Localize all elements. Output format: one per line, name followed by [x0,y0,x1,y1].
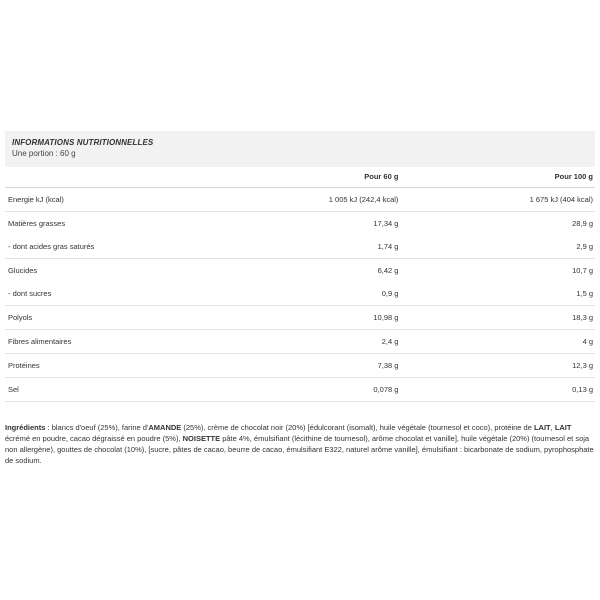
value-per-60g: 1,74 g [216,235,401,259]
nutrient-label: - dont acides gras saturés [5,235,216,259]
table-row [5,305,595,329]
ingredients-part: écrémé en poudre, cacao dégraissé en poudre (5%), [5,434,183,443]
nutrient-label: Fibres alimentaires [5,329,216,353]
table-row [5,187,595,211]
ingredients-part: , [550,423,555,432]
table-row [5,353,595,377]
table-row [5,377,595,401]
nutrition-table [5,167,595,402]
column-header-60g: Pour 60 g [216,167,401,187]
nutrient-label: Glucides [8,265,38,275]
value-per-100g: 28,9 g [572,218,593,228]
table-header-row [5,167,595,187]
value-per-60g: 0,078 g [216,377,401,401]
value-per-100g: 10,7 g [572,265,593,275]
nutrition-header [5,131,595,167]
nutrition-title: INFORMATIONS NUTRITIONNELLES [12,138,154,147]
value-per-100g: 4 g [400,329,595,353]
value-per-100g: 1 675 kJ (404 kcal) [400,187,595,211]
table-row [5,211,595,235]
nutrient-label: Matières grasses [8,218,66,228]
allergen-almond: AMANDE [148,423,182,432]
value-per-100g: 1,5 g [400,282,595,306]
allergen-hazelnut: NOISETTE [182,434,221,443]
value-per-100g: 12,3 g [400,353,595,377]
portion-text: Une portion : 60 g [12,149,76,158]
value-per-60g: 0,9 g [216,282,401,306]
ingredients-text [5,422,595,466]
value-per-100g: 0,13 g [400,377,595,401]
table-row [5,329,595,353]
value-per-100g: 2,9 g [400,235,595,259]
value-per-60g: 6,42 g [377,265,399,275]
nutrient-label: Sel [5,377,216,401]
nutrient-label: - dont sucres [5,282,216,306]
value-per-60g: 7,38 g [216,353,401,377]
nutrient-label: Protéines [5,353,216,377]
allergen-milk: LAIT [554,423,572,432]
value-per-60g: 1 005 kJ (242,4 kcal) [216,187,401,211]
value-per-60g: 10,98 g [216,305,401,329]
value-per-100g: 18,3 g [400,305,595,329]
table-row [5,258,595,282]
nutrient-label: Energie kJ (kcal) [5,187,216,211]
value-per-60g: 17,34 g [373,218,399,228]
nutrient-label: Polyols [5,305,216,329]
value-per-60g: 2,4 g [216,329,401,353]
column-header-nutrient [5,167,216,187]
table-row [5,282,595,306]
table-row [5,235,595,259]
ingredients-part: pâte 4%, émulsifiant (lécithine de tournesol), arôme chocolat et vanille], huile végétale (20%) (tournesol et soja non allergène), gouttes de chocolat (10%), [sucre, pâtes de cacao, beurre de cacao, émulsifiant E322, naturel arôme vanille], émulsifiant : bicarbonate de sodium, pyrophosphate de sodium. [5,434,594,465]
ingredients-part: (25%), crème de chocolat noir (20%) [édulcorant (isomalt), huile végétale (tournesol et coco), protéine de [181,423,534,432]
ingredients-part: : blancs d'oeuf (25%), farine d' [45,423,149,432]
allergen-milk: LAIT [533,423,551,432]
ingredients-label: Ingrédients [5,423,46,432]
column-header-100g: Pour 100 g [400,167,595,187]
